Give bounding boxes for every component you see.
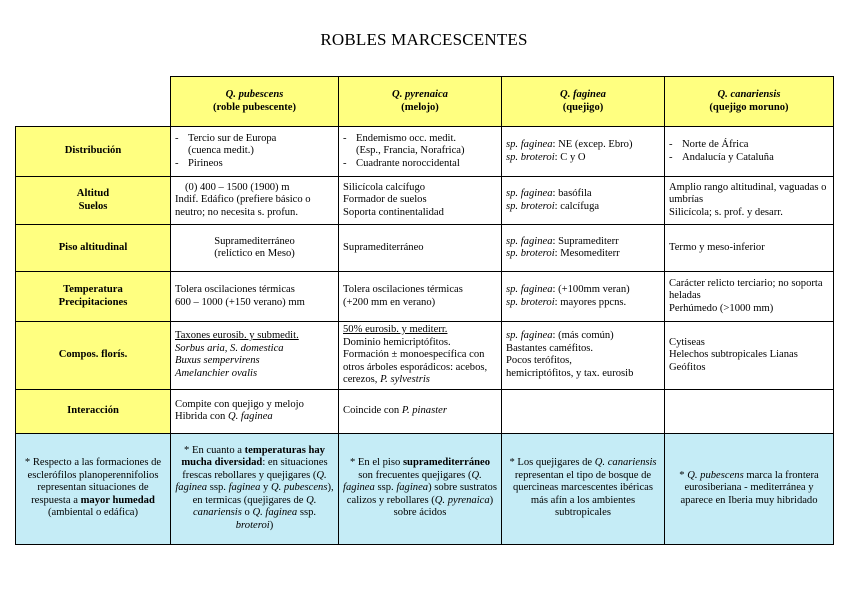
cell-text: Cytiseas <box>669 336 705 348</box>
header-q-canariensis <box>665 77 834 127</box>
row-label <box>16 272 171 322</box>
header-q-faginea <box>502 77 665 127</box>
cell-faginea <box>502 322 665 390</box>
cell-text: Hibrida con <box>175 411 228 422</box>
oak-comparison-table <box>15 76 834 545</box>
note-pyrenaica <box>339 433 502 544</box>
cell-text: - Norte de África <box>669 139 829 152</box>
cell-pyrenaica <box>339 272 502 322</box>
subspecies-name: sp. faginea <box>506 235 553 247</box>
common-name: (quejigo) <box>562 101 604 113</box>
cell-pyrenaica: Supramediterráneo <box>339 225 502 272</box>
cell-text: (0) 400 – 1500 (1900) m <box>185 181 290 193</box>
cell-text: : (+100mm veran) <box>552 284 630 295</box>
page-title: ROBLES MARCESCENTES <box>320 30 528 49</box>
note-text: * Los quejigares de <box>509 457 595 469</box>
row-label-line: Suelos <box>78 200 108 212</box>
cell-text: 50% eurosib. y mediterr. <box>343 324 448 335</box>
note-text: * En cuanto a <box>184 444 245 456</box>
cell-text: Coincide con <box>343 404 402 416</box>
note-text: ) <box>269 519 274 531</box>
cell-pyrenaica <box>339 322 502 390</box>
note-text: faginea <box>396 482 429 494</box>
row-piso-altitudinal <box>16 225 834 272</box>
note-text: ) sobre ácidos <box>393 494 494 519</box>
cell-text: Indif. Edáfico (prefiere básico o neutro; no necesita s. profun. <box>175 194 311 218</box>
subspecies-name: sp. faginea <box>506 330 553 342</box>
common-name: (melojo) <box>401 101 439 113</box>
cell-text: - Andalucía y Cataluña <box>669 152 829 165</box>
cell-text: (relíctico en Meso) <box>214 248 295 259</box>
cell-faginea <box>502 272 665 322</box>
header-q-pyrenaica <box>339 77 502 127</box>
note-text: ) sobre sustratos calizos y rebollares ( <box>346 482 497 506</box>
species-name: Q. faginea <box>560 89 606 100</box>
cell-pubescens <box>171 322 339 390</box>
subspecies-name: sp. broteroi <box>506 248 555 259</box>
note-text: temperaturas hay mucha diversidad <box>181 444 325 469</box>
header-row <box>16 77 834 127</box>
common-name: (quejigo moruno) <box>709 101 789 113</box>
subspecies-name: sp. faginea <box>506 139 553 150</box>
row-altitud-suelos <box>16 177 834 225</box>
cell-text: Tercio sur de Europa <box>188 132 277 144</box>
cell-canariensis: Termo y meso-inferior <box>665 225 834 272</box>
note-text: marca la frontera eurosiberiana - mediterránea y aparece en Iberia muy hibridado <box>680 469 819 506</box>
header-corner <box>16 77 171 127</box>
note-text: * En el piso <box>349 457 403 469</box>
cell-canariensis <box>665 177 834 225</box>
subspecies-name: sp. broteroi <box>506 200 555 212</box>
cell-text: Silicícola; s. prof. y desarr. <box>669 206 783 218</box>
row-label-line: Altitud <box>76 188 110 199</box>
cell-text: Endemismo occ. medit. <box>356 132 457 144</box>
cell-pubescens <box>171 272 339 322</box>
species-name: Q. pubescens <box>225 89 284 100</box>
cell-text: (Esp., Francia, Norafrica) <box>356 145 465 157</box>
cell-text: Taxones eurosib. y submedit. <box>175 330 299 342</box>
note-text: * Respecto a las formaciones de esclerófilos planoperennifolios representan situaciones de respuesta a <box>24 457 162 506</box>
note-text: Q. pubescens <box>687 469 744 481</box>
cell-faginea <box>502 225 665 272</box>
note-canariensis <box>665 433 834 544</box>
cell-text: Amplio rango altitudinal, vaguadas o umbrías <box>669 181 827 206</box>
row-label: Interacción <box>16 389 171 433</box>
row-label: Distribución <box>16 127 171 177</box>
cell-text: Helechos subtropicales Lianas <box>669 349 798 360</box>
cell-faginea <box>502 177 665 225</box>
row-label <box>16 177 171 225</box>
note-text: Q. faginea <box>252 507 298 519</box>
cell-text: : Mesomediterr <box>554 248 620 259</box>
note-text: (ambiental o edáfica) <box>48 507 138 519</box>
header-q-pubescens <box>171 77 339 127</box>
cell-pyrenaica <box>339 389 502 433</box>
cell-text: Pirineos <box>188 157 223 169</box>
row-label-line: Precipitaciones <box>58 296 128 308</box>
cell-text: Pocos terófitos, <box>506 355 572 367</box>
note-text: * <box>679 469 688 481</box>
note-text: ssp. <box>374 482 397 494</box>
note-text: Q. canariensis <box>192 494 317 519</box>
notes-row <box>16 433 834 544</box>
cell-text: Perhúmedo (>1000 mm) <box>669 302 774 314</box>
note-text: Q. canariensis <box>594 457 657 469</box>
cell-text: : basófila <box>552 188 592 199</box>
note-faginea <box>502 433 665 544</box>
note-text: Q. pyrenaica <box>434 494 490 506</box>
row-label-line: Temperatura <box>63 284 123 295</box>
subspecies-name: sp. broteroi <box>506 296 555 308</box>
row-temperatura <box>16 272 834 322</box>
cell-text: : NE (excep. Ebro) <box>552 139 633 150</box>
cell-pubescens <box>171 127 339 177</box>
cell-text: hemicriptófitos, y tax. eurosib <box>506 367 634 379</box>
cell-canariensis <box>665 272 834 322</box>
taxon-name: Buxus sempervirens <box>175 355 260 367</box>
common-name: (roble pubescente) <box>212 101 297 113</box>
subspecies-name: sp. faginea <box>506 284 553 295</box>
cell-text: Formador de suelos <box>343 194 427 206</box>
cell-faginea <box>502 389 665 433</box>
note-text: Q. faginea <box>175 469 327 494</box>
cell-text: Geófitos <box>669 361 706 373</box>
subspecies-name: sp. broteroi <box>506 151 555 163</box>
row-compos-floris <box>16 322 834 390</box>
cell-text: : mayores ppcns. <box>554 296 627 308</box>
note-text: representan el tipo de bosque de quercineas marcescentes ibéricas más afín a los ambientes subtropicales <box>513 469 653 519</box>
taxon-name: P. pinaster <box>401 404 447 416</box>
subspecies-name: sp. faginea <box>506 188 553 199</box>
note-text: o <box>241 507 253 519</box>
cell-text: Silicícola calcífugo <box>343 181 426 193</box>
cell-text: Formación ± monoespecífica con otros árboles esporádicos: acebos, cerezos, <box>343 349 488 385</box>
cell-canariensis <box>665 127 834 177</box>
note-text: : en situaciones frescas rebollares y quejigares ( <box>182 457 328 481</box>
taxon-name: Q. faginea <box>227 411 273 422</box>
cell-pyrenaica <box>339 127 502 177</box>
note-general <box>16 433 171 544</box>
note-text: ssp. <box>297 507 317 519</box>
cell-text: : (más común) <box>552 330 614 342</box>
cell-text: Soporta continentalidad <box>343 206 444 218</box>
note-pubescens <box>171 433 339 544</box>
note-text: mayor humedad <box>80 494 155 506</box>
cell-text: Supramediterráneo <box>214 235 295 247</box>
cell-canariensis <box>665 389 834 433</box>
note-text: broteroi <box>235 519 270 531</box>
note-text: son frecuentes quejigares ( <box>358 469 472 481</box>
species-name: Q. canariensis <box>717 89 781 100</box>
row-label: Piso altitudinal <box>16 225 171 272</box>
cell-text: : C y O <box>554 151 586 163</box>
taxon-name: Amelanchier ovalis <box>175 367 258 379</box>
cell-canariensis <box>665 322 834 390</box>
cell-text: Tolera oscilaciones térmicas <box>175 284 295 295</box>
row-interaccion <box>16 389 834 433</box>
cell-text: (+200 mm en verano) <box>343 296 436 308</box>
note-text: supramediterráneo <box>402 457 491 469</box>
cell-text: (cuenca medit.) <box>188 145 254 157</box>
cell-text: Carácter relicto terciario; no soporta heladas <box>669 277 823 302</box>
taxon-name: P. sylvestris <box>380 374 430 385</box>
note-text: Q. faginea <box>343 469 482 494</box>
cell-faginea <box>502 127 665 177</box>
note-text: ssp. <box>207 482 229 494</box>
cell-text: : calcífuga <box>554 200 600 212</box>
row-distribucion <box>16 127 834 177</box>
cell-pyrenaica <box>339 177 502 225</box>
taxon-name: Sorbus aria, S. domestica <box>175 342 284 354</box>
cell-text: Cuadrante noroccidental <box>356 157 460 169</box>
note-text: ), en termicas (quejigares de <box>192 482 334 506</box>
note-text: Q. pubescens <box>270 482 328 494</box>
row-label: Compos. florís. <box>16 322 171 390</box>
cell-text: Dominio hemicriptófitos. <box>343 336 451 348</box>
cell-pubescens <box>171 225 339 272</box>
cell-text: Tolera oscilaciones térmicas <box>343 284 463 295</box>
cell-text: Bastantes caméfitos. <box>506 342 594 354</box>
cell-text: 600 – 1000 (+150 verano) mm <box>175 296 305 308</box>
note-text: faginea <box>228 482 261 494</box>
note-text: y <box>260 482 271 494</box>
cell-pubescens <box>171 389 339 433</box>
species-name: Q. pyrenaica <box>392 89 448 100</box>
cell-text: : Supramediterr <box>552 235 619 247</box>
cell-text: Compite con quejigo y melojo <box>175 398 304 410</box>
cell-pubescens <box>171 177 339 225</box>
